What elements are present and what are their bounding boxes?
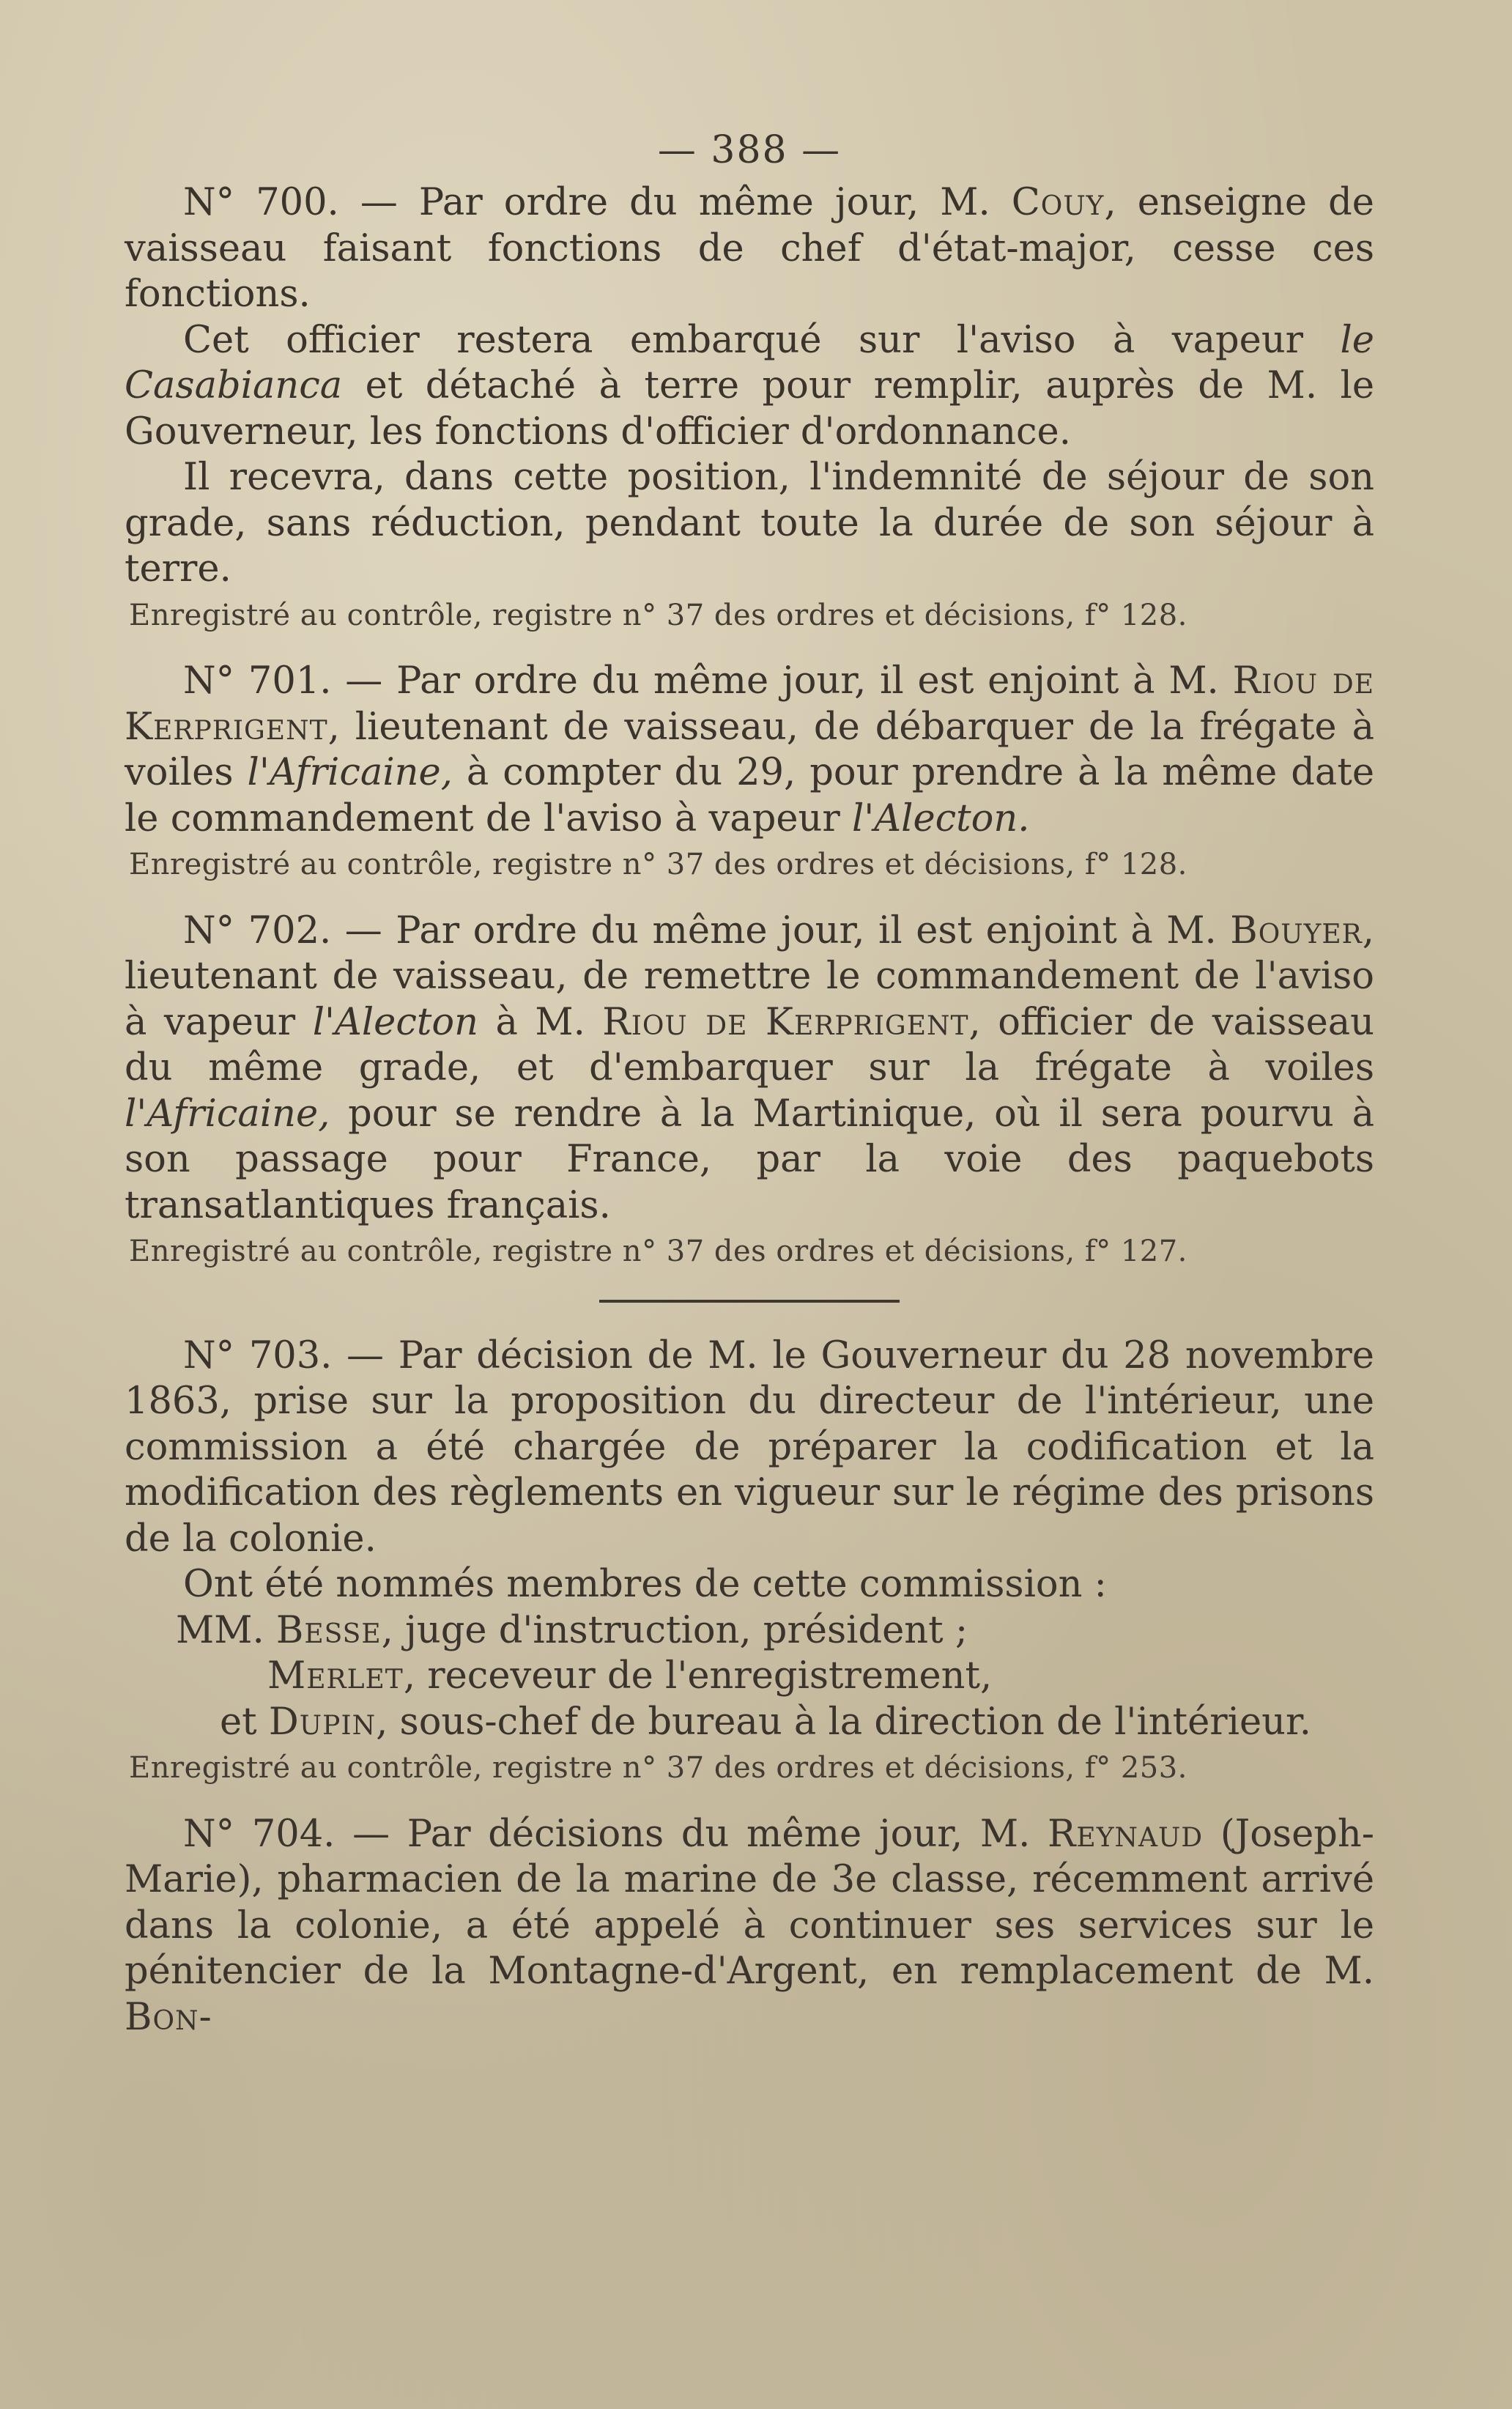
- member-role: , juge d'instruction, président ;: [381, 1608, 968, 1652]
- spacer: [125, 888, 1374, 909]
- ship-name: l'Africaine,: [247, 751, 453, 794]
- order-700-paragraph-1: [125, 180, 1374, 318]
- order-700-registration: Enregistré au contrôle, registre n° 37 des ordres et décisions, f° 128.: [129, 598, 1187, 632]
- order-702-registration: Enregistré au contrôle, registre n° 37 des ordres et décisions, f° 127.: [129, 1235, 1187, 1268]
- order-702-text: pour se rendre à la Martinique, où il sera pourvu à son passage pour France, par la voie des paquebots transatlantiques français.: [125, 1092, 1374, 1227]
- officer-name: Reynaud: [1048, 1812, 1204, 1856]
- order-702-text: à M.: [495, 1000, 585, 1044]
- order-704-head: N° 704. — Par décisions du même jour, M.: [183, 1812, 1031, 1856]
- document-page: [125, 125, 1374, 2359]
- ship-name: l'Alecton.: [851, 796, 1030, 840]
- commission-member-1: [176, 1608, 1374, 1654]
- order-704-paragraph: [125, 1812, 1374, 2041]
- order-700-paragraph-3: Il recevra, dans cette position, l'indemnité de séjour de son grade, sans réduction, pendant toute la durée de son séjour à terre.: [125, 456, 1374, 591]
- page-number: — 388 —: [657, 128, 842, 172]
- order-702-text: , lieutenant de vaisseau, de remettre le commandement de l'aviso à vapeur: [125, 909, 1374, 1044]
- members-prefix: MM.: [176, 1608, 264, 1652]
- officer-name: Riou de Kerprigent: [602, 1000, 969, 1044]
- members-prefix: et: [220, 1700, 257, 1744]
- section-divider: [599, 1300, 900, 1303]
- member-name: Merlet: [267, 1654, 404, 1698]
- order-701-text: , lieutenant de vaisseau, de débarquer de la frégate à voiles: [125, 705, 1374, 794]
- order-701-registration: Enregistré au contrôle, registre n° 37 des ordres et décisions, f° 128.: [129, 848, 1187, 881]
- order-701-paragraph: [125, 659, 1374, 842]
- officer-name: Bon-: [125, 1995, 212, 2039]
- officer-name: Couy: [1011, 181, 1105, 224]
- order-703-paragraph-2: Ont été nommés membres de cette commission :: [183, 1563, 1107, 1606]
- order-703-paragraph-1: N° 703. — Par décision de M. le Gouverneur du 28 novembre 1863, prise sur la proposition du directeur de l'intérieur, une commission a été chargée de préparer la codification et la modification des règlements en vigueur sur le régime des prisons de la colonie.: [125, 1333, 1374, 1561]
- order-700-paragraph-2: [125, 318, 1374, 456]
- order-702-head: N° 702. — Par ordre du même jour, il est enjoint à M.: [183, 909, 1217, 952]
- officer-name: Bouyer: [1230, 909, 1363, 952]
- member-role: , sous-chef de bureau à la direction de l'intérieur.: [376, 1700, 1311, 1744]
- member-role: , receveur de l'enregistrement,: [403, 1654, 993, 1698]
- member-name: Dupin: [268, 1700, 377, 1744]
- order-702-paragraph: [125, 909, 1374, 1229]
- order-701-text: à compter du 29, pour prendre à la même date le commandement de l'aviso à vapeur: [125, 751, 1375, 840]
- spacer: [125, 1791, 1374, 1812]
- order-703-registration: Enregistré au contrôle, registre n° 37 des ordres et décisions, f° 253.: [129, 1751, 1187, 1785]
- commission-member-3: [220, 1700, 1374, 1746]
- commission-member-2: [267, 1654, 1374, 1700]
- order-701-head: N° 701. — Par ordre du même jour, il est enjoint à M.: [183, 659, 1219, 703]
- order-702-text: , officier de vaisseau du même grade, et d'embarquer sur la frégate à voiles: [125, 1000, 1375, 1089]
- officer-name: Riou de Kerprigent: [125, 659, 1374, 749]
- order-704-text: (Joseph-Marie), pharmacien de la marine de 3e classe, récemment arrivé dans la colonie, a été appelé à continuer ses services sur le pénitencier de la Montagne-d'Argent, en remplacement de M.: [125, 1812, 1375, 1993]
- order-700-text: et détaché à terre pour remplir, auprès de M. le Gouverneur, les fonctions d'officier d'ordonnance.: [125, 364, 1374, 454]
- order-700-head: N° 700. — Par ordre du même jour, M.: [183, 181, 990, 224]
- order-700-text: , enseigne de vaisseau faisant fonctions de chef d'état-major, cesse ces fonctions.: [125, 181, 1374, 316]
- order-700-text: Cet officier restera embarqué sur l'aviso à vapeur: [183, 318, 1304, 362]
- ship-name: l'Alecton: [312, 1000, 478, 1044]
- ship-name: l'Africaine,: [125, 1092, 330, 1136]
- ship-name: le Casabianca: [125, 318, 1374, 407]
- member-name: Besse: [275, 1608, 382, 1652]
- spacer: [125, 638, 1374, 659]
